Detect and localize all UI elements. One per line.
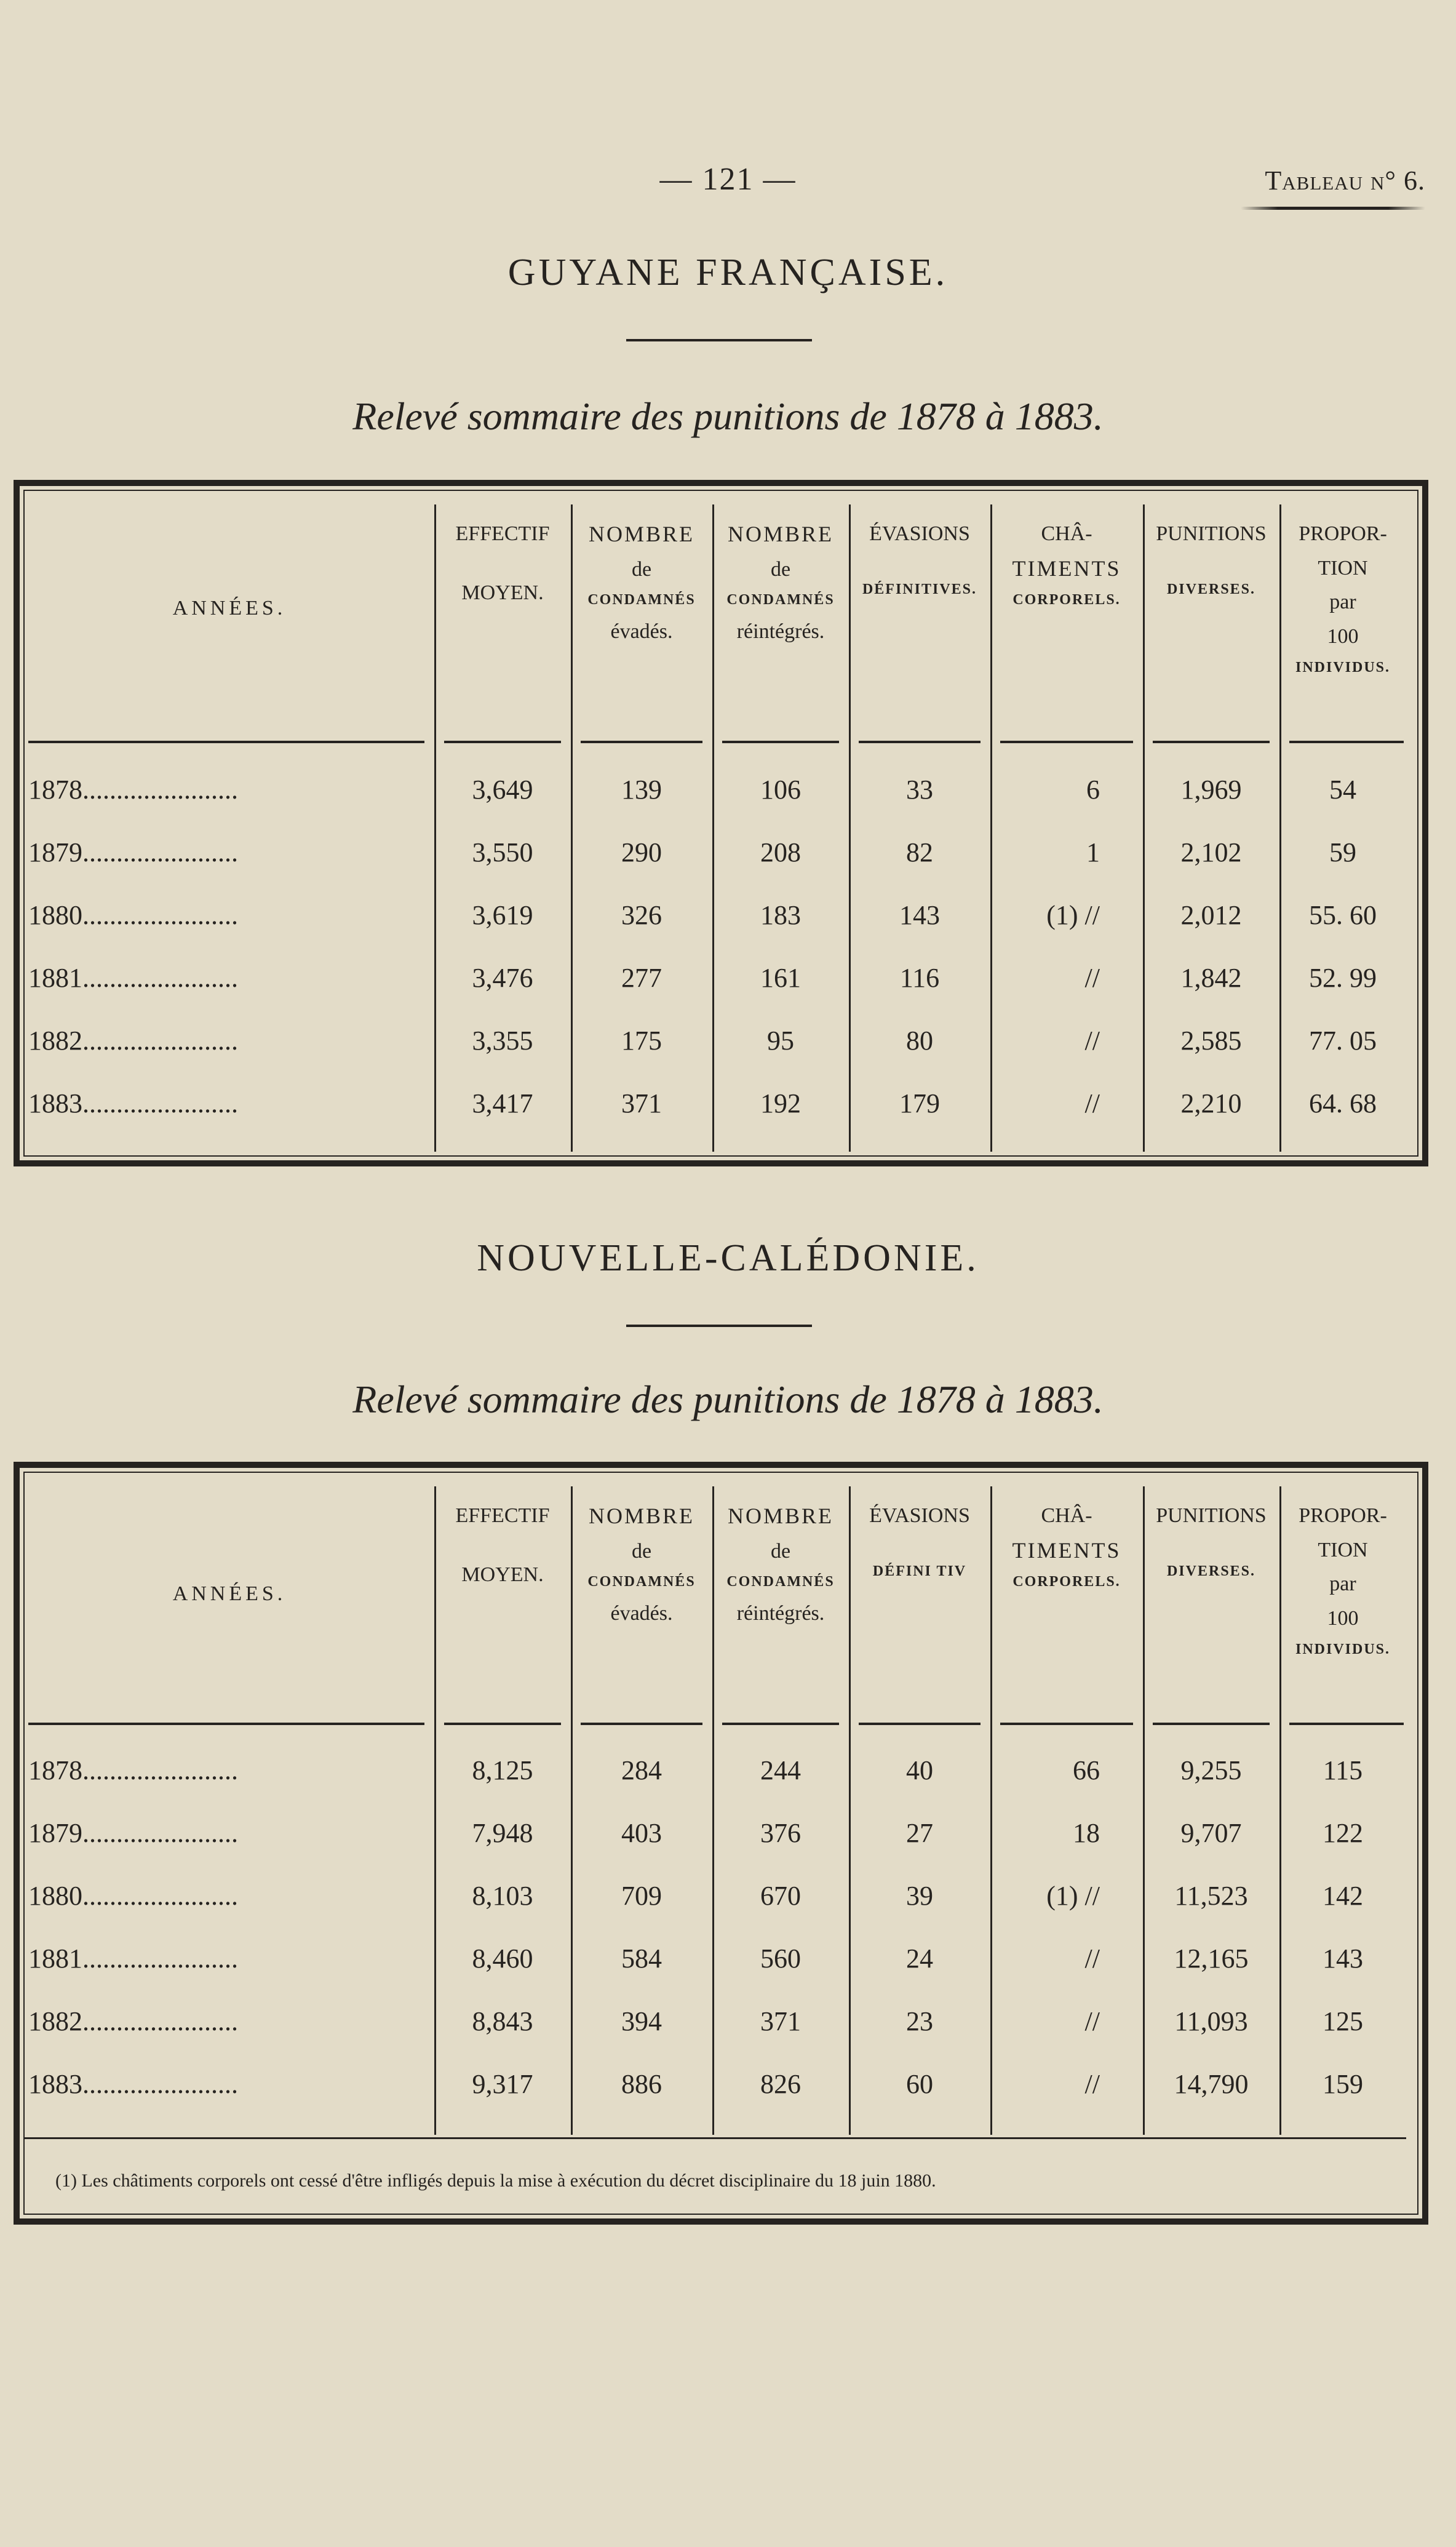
column-header-line: MOYEN. (461, 1563, 544, 1586)
column-header (849, 1505, 990, 1592)
table-cell-proportion: 59 (1329, 837, 1356, 867)
year-label: 1879....................... (28, 837, 238, 867)
column-header-line: ÉVASIONS (869, 1504, 970, 1527)
column-header-line: réintégrés. (736, 620, 825, 643)
year-label: 1882....................... (28, 2006, 238, 2036)
table-cell-reintegres: 192 (760, 1088, 801, 1118)
table-cell-evasions: 33 (906, 775, 933, 805)
table-cell-proportion: 143 (1323, 1943, 1363, 1974)
column-header-line: TIMENTS (1012, 1537, 1121, 1563)
column-header (990, 1505, 1143, 1603)
table-cell-evades: 284 (621, 1755, 662, 1785)
year-label: 1880....................... (28, 900, 238, 930)
column-header-line: CONDAMNÉS (726, 592, 835, 608)
header-underline (28, 1723, 424, 1725)
table-cell-punitions: 14,790 (1174, 2069, 1249, 2099)
table-cell-evasions: 39 (906, 1881, 933, 1911)
column-header-line: NOMBRE (588, 522, 695, 546)
year-label: 1881....................... (28, 1943, 238, 1974)
table-cell-evades: 886 (621, 2069, 662, 2099)
table-cell-punitions: 2,102 (1180, 837, 1242, 867)
header-underline (28, 741, 424, 743)
year-label: 1880....................... (28, 1881, 238, 1911)
column-header-line: évadés. (610, 1601, 673, 1625)
header-underline (581, 741, 702, 743)
table-cell-proportion: 55. 60 (1309, 900, 1377, 930)
column-header (1279, 523, 1406, 688)
table-cell-punitions: 11,523 (1174, 1881, 1248, 1911)
table-cell-evasions: 23 (906, 2006, 933, 2036)
column-header-line: DIVERSES. (1166, 581, 1256, 597)
table-cell-effectif: 8,125 (472, 1755, 533, 1785)
header-underline (859, 1723, 981, 1725)
year-label: 1881....................... (28, 963, 238, 993)
column-header-line: de (770, 557, 791, 581)
column-header-line: de (631, 557, 652, 581)
year-label: 1879....................... (28, 1818, 238, 1848)
header-underline (722, 741, 839, 743)
column-header-line: 100 (1327, 625, 1359, 648)
year-label: 1883....................... (28, 1088, 238, 1118)
column-header-line: TION (1318, 556, 1368, 580)
table-cell-evasions: 82 (906, 837, 933, 867)
column-header-line (434, 557, 571, 582)
column-header-line: CONDAMNÉS (726, 1574, 835, 1590)
column-header-line: PUNITIONS (1156, 1504, 1267, 1527)
table-cell-reintegres: 670 (760, 1881, 801, 1911)
column-header-line: DÉFINITIVES. (862, 581, 977, 597)
year-label: 1878....................... (28, 775, 238, 805)
table-cell-reintegres: 244 (760, 1755, 801, 1785)
table-cell-reintegres: 826 (760, 2069, 801, 2099)
column-header-line: CHÂ- (1041, 522, 1092, 545)
header-underline (1289, 741, 1404, 743)
table-cell-proportion: 142 (1323, 1881, 1363, 1911)
table-cell-chatiments: // (1084, 963, 1100, 993)
table-cell-chatiments: (1) // (1046, 900, 1100, 930)
table-cell-evades: 277 (621, 963, 662, 993)
section-subtitle-guyane: Relevé sommaire des punitions de 1878 à 1883. (352, 394, 1104, 438)
table-cell-punitions: 11,093 (1174, 2006, 1248, 2036)
header-underline (444, 741, 561, 743)
table-cell-evasions: 40 (906, 1755, 933, 1785)
table-cell-evades: 290 (621, 837, 662, 867)
column-header-line (1143, 557, 1279, 582)
column-header-line: DÉFINI TIV (872, 1563, 967, 1579)
table-cell-punitions: 1,842 (1180, 963, 1242, 993)
table-cell-evades: 394 (621, 2006, 662, 2036)
table-cell-reintegres: 376 (760, 1818, 801, 1848)
column-header-annees: ANNÉES. (172, 597, 287, 620)
table-cell-evasions: 80 (906, 1026, 933, 1056)
column-header-line: PUNITIONS (1156, 522, 1267, 545)
column-header (1143, 523, 1279, 610)
table-cell-punitions: 1,969 (1180, 775, 1242, 805)
table-cell-punitions: 2,012 (1180, 900, 1242, 930)
tableau-label: Tableau n° 6. (1265, 165, 1425, 196)
table-cell-evades: 584 (621, 1943, 662, 1974)
table-cell-effectif: 8,843 (472, 2006, 533, 2036)
column-header (1279, 1505, 1406, 1670)
header-underline (1000, 741, 1133, 743)
footnote-rule (25, 2137, 1406, 2139)
header-underline (581, 1723, 702, 1725)
column-header-line: de (770, 1539, 791, 1563)
table-cell-evades: 709 (621, 1881, 662, 1911)
table-cell-proportion: 54 (1329, 775, 1356, 805)
title-rule (626, 339, 812, 341)
column-header-line: EFFECTIF (455, 522, 550, 545)
column-header-line (849, 557, 990, 582)
table-cell-reintegres: 106 (760, 775, 801, 805)
column-header-line: CORPORELS. (1012, 1574, 1121, 1590)
table-cell-proportion: 52. 99 (1309, 963, 1377, 993)
table-cell-reintegres: 371 (760, 2006, 801, 2036)
column-header-line (434, 1539, 571, 1564)
table-cell-punitions: 9,255 (1180, 1755, 1242, 1785)
tableau-underline (1241, 207, 1425, 210)
column-header-line: par (1329, 1572, 1356, 1596)
table-cell-chatiments: // (1084, 1943, 1100, 1974)
table-cell-proportion: 64. 68 (1309, 1088, 1377, 1118)
section-subtitle-nouvelle-caledonie: Relevé sommaire des punitions de 1878 à 1883. (352, 1377, 1104, 1421)
column-header (712, 1505, 849, 1636)
column-header-line: DIVERSES. (1166, 1563, 1256, 1579)
table-cell-evasions: 24 (906, 1943, 933, 1974)
header-underline (1289, 1723, 1404, 1725)
column-header-line: CORPORELS. (1012, 592, 1121, 608)
column-header-line: NOMBRE (727, 1504, 834, 1528)
table-cell-chatiments: 66 (1073, 1755, 1100, 1785)
column-header (571, 523, 712, 655)
table-cell-reintegres: 183 (760, 900, 801, 930)
column-header (990, 523, 1143, 621)
header-underline (859, 741, 981, 743)
table-cell-chatiments: // (1084, 1026, 1100, 1056)
column-header-line: de (631, 1539, 652, 1563)
table-cell-punitions: 2,585 (1180, 1026, 1242, 1056)
table-cell-chatiments: // (1084, 1088, 1100, 1118)
table-cell-evasions: 116 (899, 963, 940, 993)
table-cell-evades: 326 (621, 900, 662, 930)
table-cell-chatiments: // (1084, 2069, 1100, 2099)
table-cell-reintegres: 95 (767, 1026, 794, 1056)
table-cell-evasions: 60 (906, 2069, 933, 2099)
column-header-line: 100 (1327, 1607, 1359, 1630)
column-header-line: MOYEN. (461, 581, 544, 604)
column-header-line: ÉVASIONS (869, 522, 970, 545)
table-cell-evades: 371 (621, 1088, 662, 1118)
table-cell-chatiments: 6 (1086, 775, 1100, 805)
header-underline (1000, 1723, 1133, 1725)
table-cell-reintegres: 560 (760, 1943, 801, 1974)
column-header-line: INDIVIDUS. (1295, 659, 1391, 676)
table-cell-reintegres: 208 (760, 837, 801, 867)
table-cell-reintegres: 161 (760, 963, 801, 993)
table-cell-punitions: 2,210 (1180, 1088, 1242, 1118)
table-cell-chatiments: (1) // (1046, 1881, 1100, 1911)
table-cell-proportion: 77. 05 (1309, 1026, 1377, 1056)
column-header (712, 523, 849, 655)
table-cell-chatiments: 18 (1073, 1818, 1100, 1848)
table-cell-chatiments: // (1084, 2006, 1100, 2036)
table-cell-evades: 175 (621, 1026, 662, 1056)
page-number: — 121 — (659, 162, 797, 197)
table-cell-punitions: 9,707 (1180, 1818, 1242, 1848)
column-header-line: TIMENTS (1012, 556, 1121, 581)
column-header-line (1143, 1539, 1279, 1564)
table-cell-effectif: 3,649 (472, 775, 533, 805)
table-cell-proportion: 159 (1323, 2069, 1363, 2099)
column-header-line: CONDAMNÉS (587, 1574, 696, 1590)
table-cell-effectif: 3,550 (472, 837, 533, 867)
column-header-line: PROPOR- (1299, 1504, 1387, 1527)
table-cell-effectif: 8,460 (472, 1943, 533, 1974)
table-cell-proportion: 115 (1323, 1755, 1363, 1785)
table-cell-proportion: 125 (1323, 2006, 1363, 2036)
column-header (571, 1505, 712, 1636)
table-cell-evasions: 179 (899, 1088, 940, 1118)
column-header-line: NOMBRE (588, 1504, 695, 1528)
table-cell-evasions: 143 (899, 900, 940, 930)
title-rule (626, 1325, 812, 1327)
header-underline (722, 1723, 839, 1725)
column-header-line: par (1329, 591, 1356, 614)
year-label: 1883....................... (28, 2069, 238, 2099)
table-cell-effectif: 3,619 (472, 900, 533, 930)
column-header-line: CONDAMNÉS (587, 592, 696, 608)
table-cell-effectif: 9,317 (472, 2069, 533, 2099)
table-cell-evades: 139 (621, 775, 662, 805)
column-header-line: NOMBRE (727, 522, 834, 546)
table-cell-evades: 403 (621, 1818, 662, 1848)
column-header-line: TION (1318, 1538, 1368, 1561)
table-cell-effectif: 3,355 (472, 1026, 533, 1056)
table-cell-punitions: 12,165 (1174, 1943, 1249, 1974)
column-header (434, 523, 571, 616)
table-cell-effectif: 7,948 (472, 1818, 533, 1848)
column-header (849, 523, 990, 610)
table-cell-chatiments: 1 (1086, 837, 1100, 867)
column-header-line: CHÂ- (1041, 1504, 1092, 1527)
column-header-line: réintégrés. (736, 1601, 825, 1625)
table-cell-effectif: 3,476 (472, 963, 533, 993)
header-underline (1153, 741, 1270, 743)
column-header-line: PROPOR- (1299, 522, 1387, 545)
section-title-nouvelle-caledonie: NOUVELLE-CALÉDONIE. (477, 1237, 979, 1279)
column-header (1143, 1505, 1279, 1592)
table-cell-proportion: 122 (1323, 1818, 1363, 1848)
table-cell-effectif: 3,417 (472, 1088, 533, 1118)
column-header-line: EFFECTIF (455, 1504, 550, 1527)
table-cell-evasions: 27 (906, 1818, 933, 1848)
column-header-line: INDIVIDUS. (1295, 1641, 1391, 1657)
footnote: (1) Les châtiments corporels ont cessé d'être infligés depuis la mise à exécution du décret disciplinaire du 18 juin 1880. (55, 2170, 936, 2191)
table-cell-effectif: 8,103 (472, 1881, 533, 1911)
column-header-line: évadés. (610, 620, 673, 643)
column-header-line (849, 1539, 990, 1564)
year-label: 1882....................... (28, 1026, 238, 1056)
year-label: 1878....................... (28, 1755, 238, 1785)
column-header (434, 1505, 571, 1598)
header-underline (1153, 1723, 1270, 1725)
header-underline (444, 1723, 561, 1725)
column-header-annees: ANNÉES. (172, 1582, 287, 1605)
section-title-guyane: GUYANE FRANÇAISE. (507, 252, 949, 293)
